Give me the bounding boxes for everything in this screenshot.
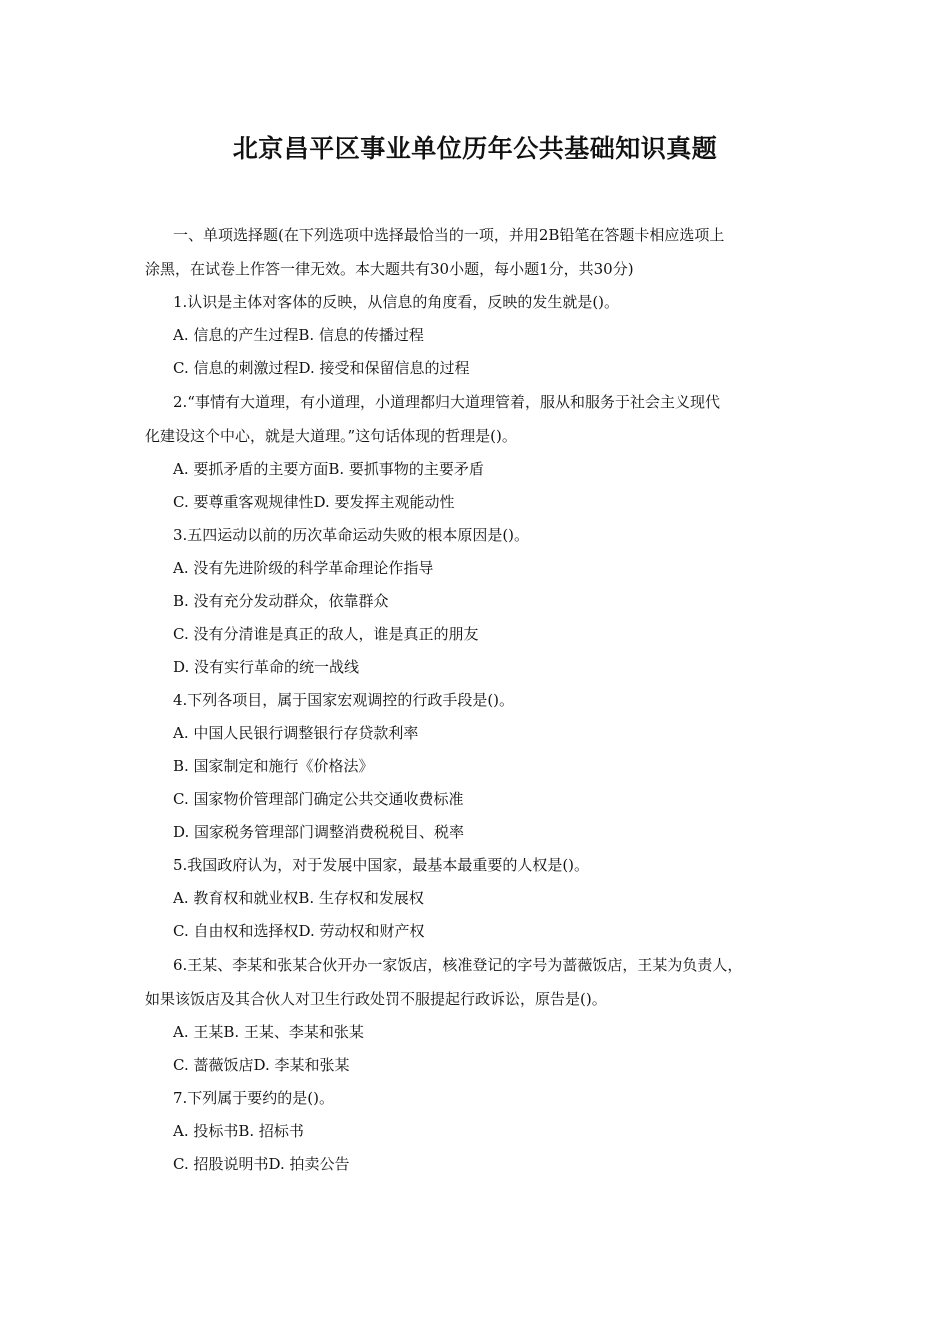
question-4-stem: 4.下列各项目，属于国家宏观调控的行政手段是()。 (173, 691, 515, 709)
question-3-stem: 3.五四运动以前的历次革命运动失败的根本原因是()。 (173, 526, 530, 544)
question-3-option-c: C. 没有分清谁是真正的敌人，谁是真正的朋友 (173, 625, 479, 643)
section-heading-line-1: 一、单项选择题(在下列选项中选择最恰当的一项，并用2B铅笔在答题卡相应选项上 (173, 226, 725, 244)
question-3-option-d: D. 没有实行革命的统一战线 (173, 658, 360, 676)
question-4-option-a: A. 中国人民银行调整银行存贷款利率 (173, 724, 419, 742)
question-6-option-line: C. 蔷薇饭店D. 李某和张某 (173, 1056, 350, 1074)
question-6-option-line: A. 王某B. 王某、李某和张某 (173, 1023, 364, 1041)
question-2-stem-continued: 化建设这个中心，就是大道理。”这句话体现的哲理是()。 (145, 427, 517, 445)
question-1-stem: 1.认识是主体对客体的反映，从信息的角度看，反映的发生就是()。 (173, 293, 620, 311)
question-4-option-c: C. 国家物价管理部门确定公共交通收费标准 (173, 790, 464, 808)
question-3-option-b: B. 没有充分发动群众，依靠群众 (173, 592, 389, 610)
question-1-option-line: C. 信息的刺激过程D. 接受和保留信息的过程 (173, 359, 470, 377)
question-6-stem-continued: 如果该饭店及其合伙人对卫生行政处罚不服提起行政诉讼，原告是()。 (145, 990, 607, 1008)
section-heading-line-2: 涂黑，在试卷上作答一律无效。本大题共有30小题，每小题1分，共30分) (145, 260, 634, 278)
question-2-stem: 2.“事情有大道理，有小道理，小道理都归大道理管着，服从和服务于社会主义现代 (173, 393, 720, 411)
question-6-stem: 6.王某、李某和张某合伙开办一家饭店，核准登记的字号为蔷薇饭店，王某为负责人， (173, 956, 743, 974)
question-5-option-line: C. 自由权和选择权D. 劳动权和财产权 (173, 922, 425, 940)
question-4-option-b: B. 国家制定和施行《价格法》 (173, 757, 374, 775)
question-7-option-line: A. 投标书B. 招标书 (173, 1122, 304, 1140)
question-4-option-d: D. 国家税务管理部门调整消费税税目、税率 (173, 823, 465, 841)
document-title: 北京昌平区事业单位历年公共基础知识真题 (232, 134, 718, 163)
question-3-option-a: A. 没有先进阶级的科学革命理论作指导 (173, 559, 434, 577)
question-1-option-line: A. 信息的产生过程B. 信息的传播过程 (173, 326, 424, 344)
question-7-stem: 7.下列属于要约的是()。 (173, 1089, 335, 1107)
question-7-option-line: C. 招股说明书D. 拍卖公告 (173, 1155, 350, 1173)
question-2-option-line: A. 要抓矛盾的主要方面B. 要抓事物的主要矛盾 (173, 460, 484, 478)
document-body (145, 218, 805, 1181)
question-5-option-line: A. 教育权和就业权B. 生存权和发展权 (173, 889, 424, 907)
question-2-option-line: C. 要尊重客观规律性D. 要发挥主观能动性 (173, 493, 455, 511)
question-5-stem: 5.我国政府认为，对于发展中国家，最基本最重要的人权是()。 (173, 856, 590, 874)
